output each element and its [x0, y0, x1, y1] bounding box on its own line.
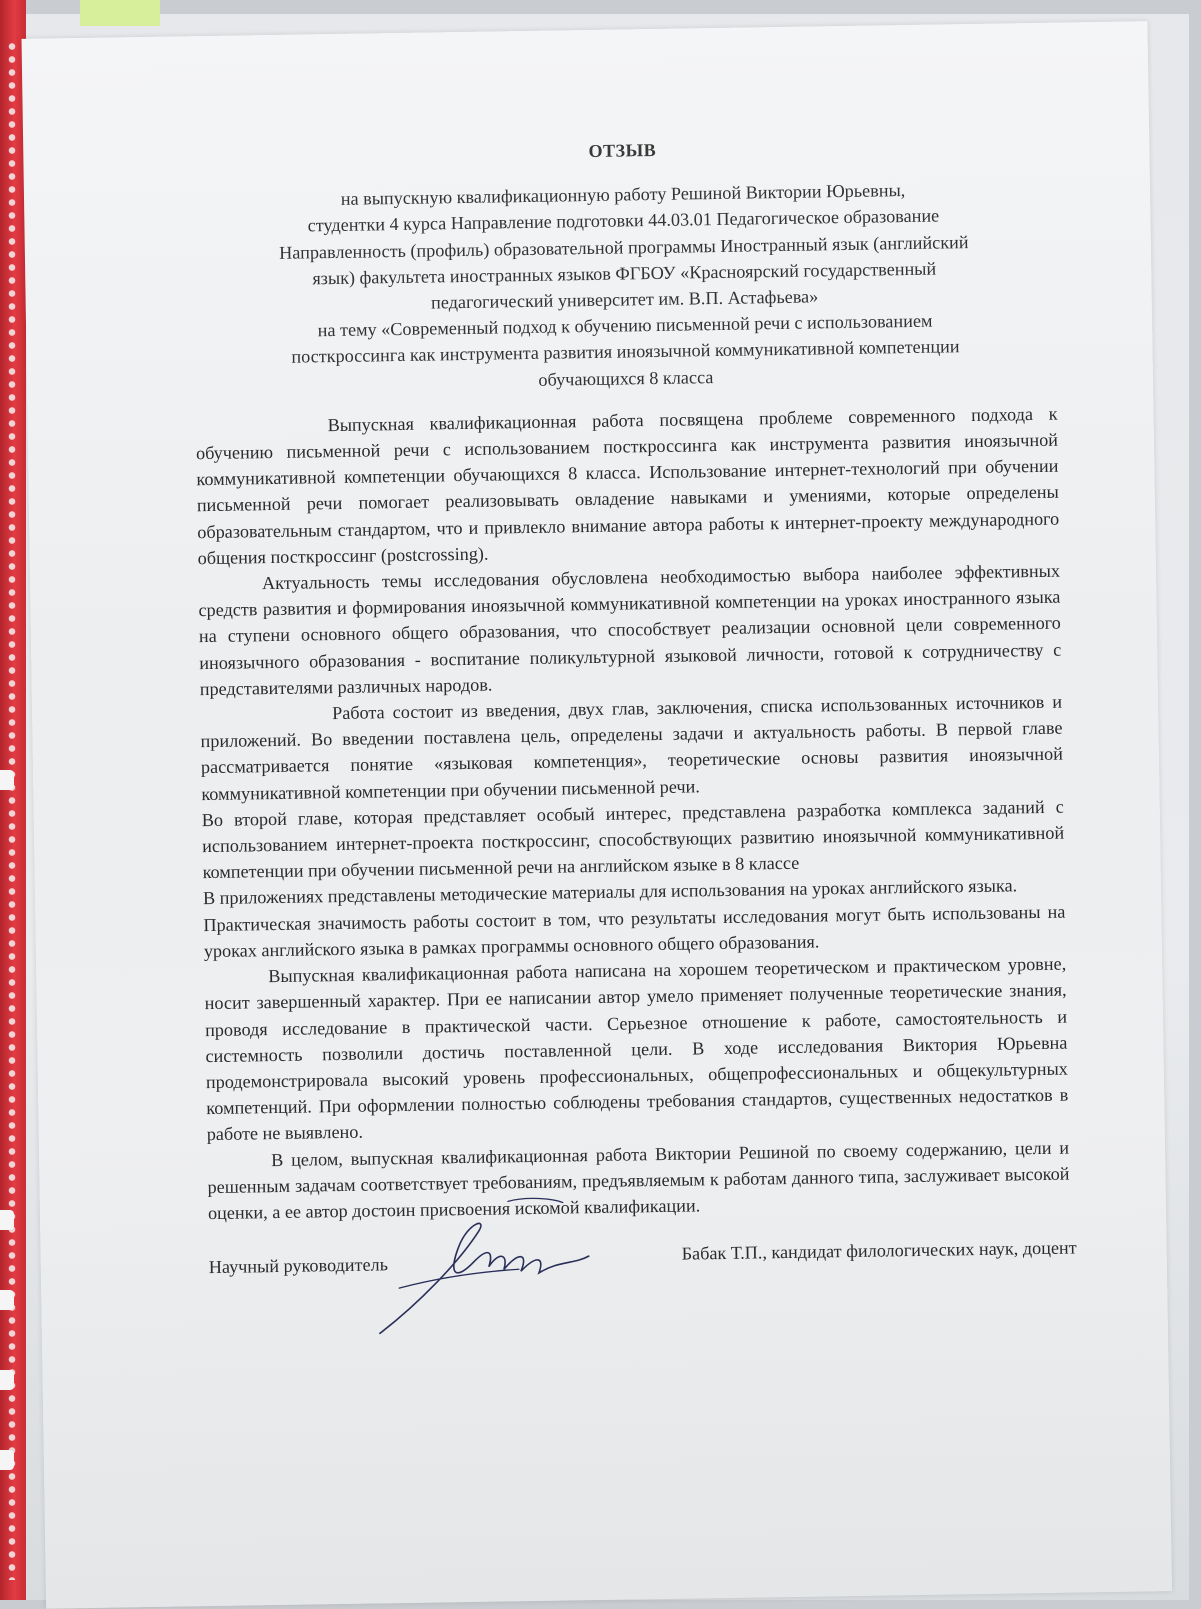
header-line: Направленность (профиль) образовательной программы Иностранный язык (английский	[279, 231, 969, 263]
document-title: ОТЗЫВ	[588, 139, 657, 162]
handwritten-signature-icon	[358, 1190, 620, 1344]
paragraph-assessment: Выпускная квалификационная работа написана на хорошем теоретическом и практическом уровне, носит завершенный характер. При ее написании автор умело применяет полученные теоретические знания, проводя исследование в практической части. Серьезное отношение к работе, самостоятельность и системность позволили достичь поставленной цели. В ходе исследования Виктория Юрьевна продемонстрировала высокий уровень профессиональных, общепрофессиональных и общекультурных компетенций. При оформлении полностью соблюдены требования стандартов, существенных недостатков в работе не выявлено.	[204, 953, 1069, 1145]
paragraph-structure: Работа состоит из введения, двух глав, заключения, списка использованных источников и приложений. Во введении поставлена цель, определены задачи и актуальность работы. В первой главе рассматривается понятие «языковая компетенция», теоретические основы развития иноязычной коммуникативной компетенции при обучении письменной речи.	[200, 691, 1064, 804]
paragraph-chapter-two: Во второй главе, которая представляет особый интерес, представлена разработка комплекса заданий с использованием интернет-проекта посткроссинг, способствующих развитию иноязычной коммуникативной компетенции при обучении письменной речи на английском языке в 8 классе	[201, 796, 1065, 883]
signature-role: Научный руководитель	[208, 1254, 389, 1278]
header-line: язык) факультета иностранных языков ФГБОУ «Красноярский государственный	[312, 258, 937, 289]
header-line: посткроссинга как инструмента развития иноязычной коммуникативной компетенции	[291, 336, 960, 368]
review-content	[191, 131, 1077, 1285]
header-line: педагогический университет им. В.П. Астафьева»	[430, 286, 819, 313]
paragraph-practical-value: Практическая значимость работы состоит в том, что результаты исследования могут быть использованы на уроках английского языка в рамках программы основного общего образования.	[203, 901, 1066, 962]
paragraph-conclusion: В целом, выпускная квалификационная работа Виктории Решиной по своему содержанию, цели и решенным задачам соответствует требованиям, предъявляемым к работам данного типа, заслуживает высокой оценки, а ее автор достоин присвоения искомой квалификации.	[207, 1137, 1070, 1224]
signature-block	[208, 1235, 1077, 1285]
binder-spine	[0, 0, 26, 1600]
paragraph-appendices: В приложениях представлены методические материалы для использования на уроках английского языка.	[202, 875, 1018, 909]
header-line: на тему «Современный подход к обучению письменной речи с использованием	[317, 310, 933, 341]
review-page	[22, 21, 1173, 1608]
paragraph-relevance: Актуальность темы исследования обусловлена необходимостью выбора наиболее эффективных средств развития и формирования иноязычной коммуникативной компетенции на уроках иностранного языка на ступени основного общего образования, что способствует реализации основной цели современного иноязычного образования - воспитание поликультурной языковой личности, готовой к сотрудничеству с представителями различных народов.	[198, 560, 1062, 700]
header-line: обучающихся 8 класса	[538, 366, 714, 390]
sticky-note	[80, 0, 160, 26]
binder-holes	[6, 40, 18, 1580]
paragraph-intro: Выпускная квалификационная работа посвящена проблеме современного подхода к обучению письменной речи с использованием посткроссинга как инструмента развития иноязычной коммуникативной компетенции обучающихся 8 класса. Использование интернет-технологий при обучении письменной речи помогает реализовывать овладение навыками и умениями, которые определены образовательным стандартом, что и привлекло внимание автора работы к интернет-проекту международного общения посткроссинг (postcrossing).	[195, 403, 1060, 569]
header-line: на выпускную квалификационную работу Решиной Виктории Юрьевны,	[340, 180, 906, 210]
signature-name: Бабак Т.П., кандидат филологических наук, доцент	[681, 1237, 1077, 1264]
header-line: студентки 4 курса Направление подготовки 44.03.01 Педагогическое образование	[307, 205, 940, 236]
document-header	[192, 175, 1057, 398]
